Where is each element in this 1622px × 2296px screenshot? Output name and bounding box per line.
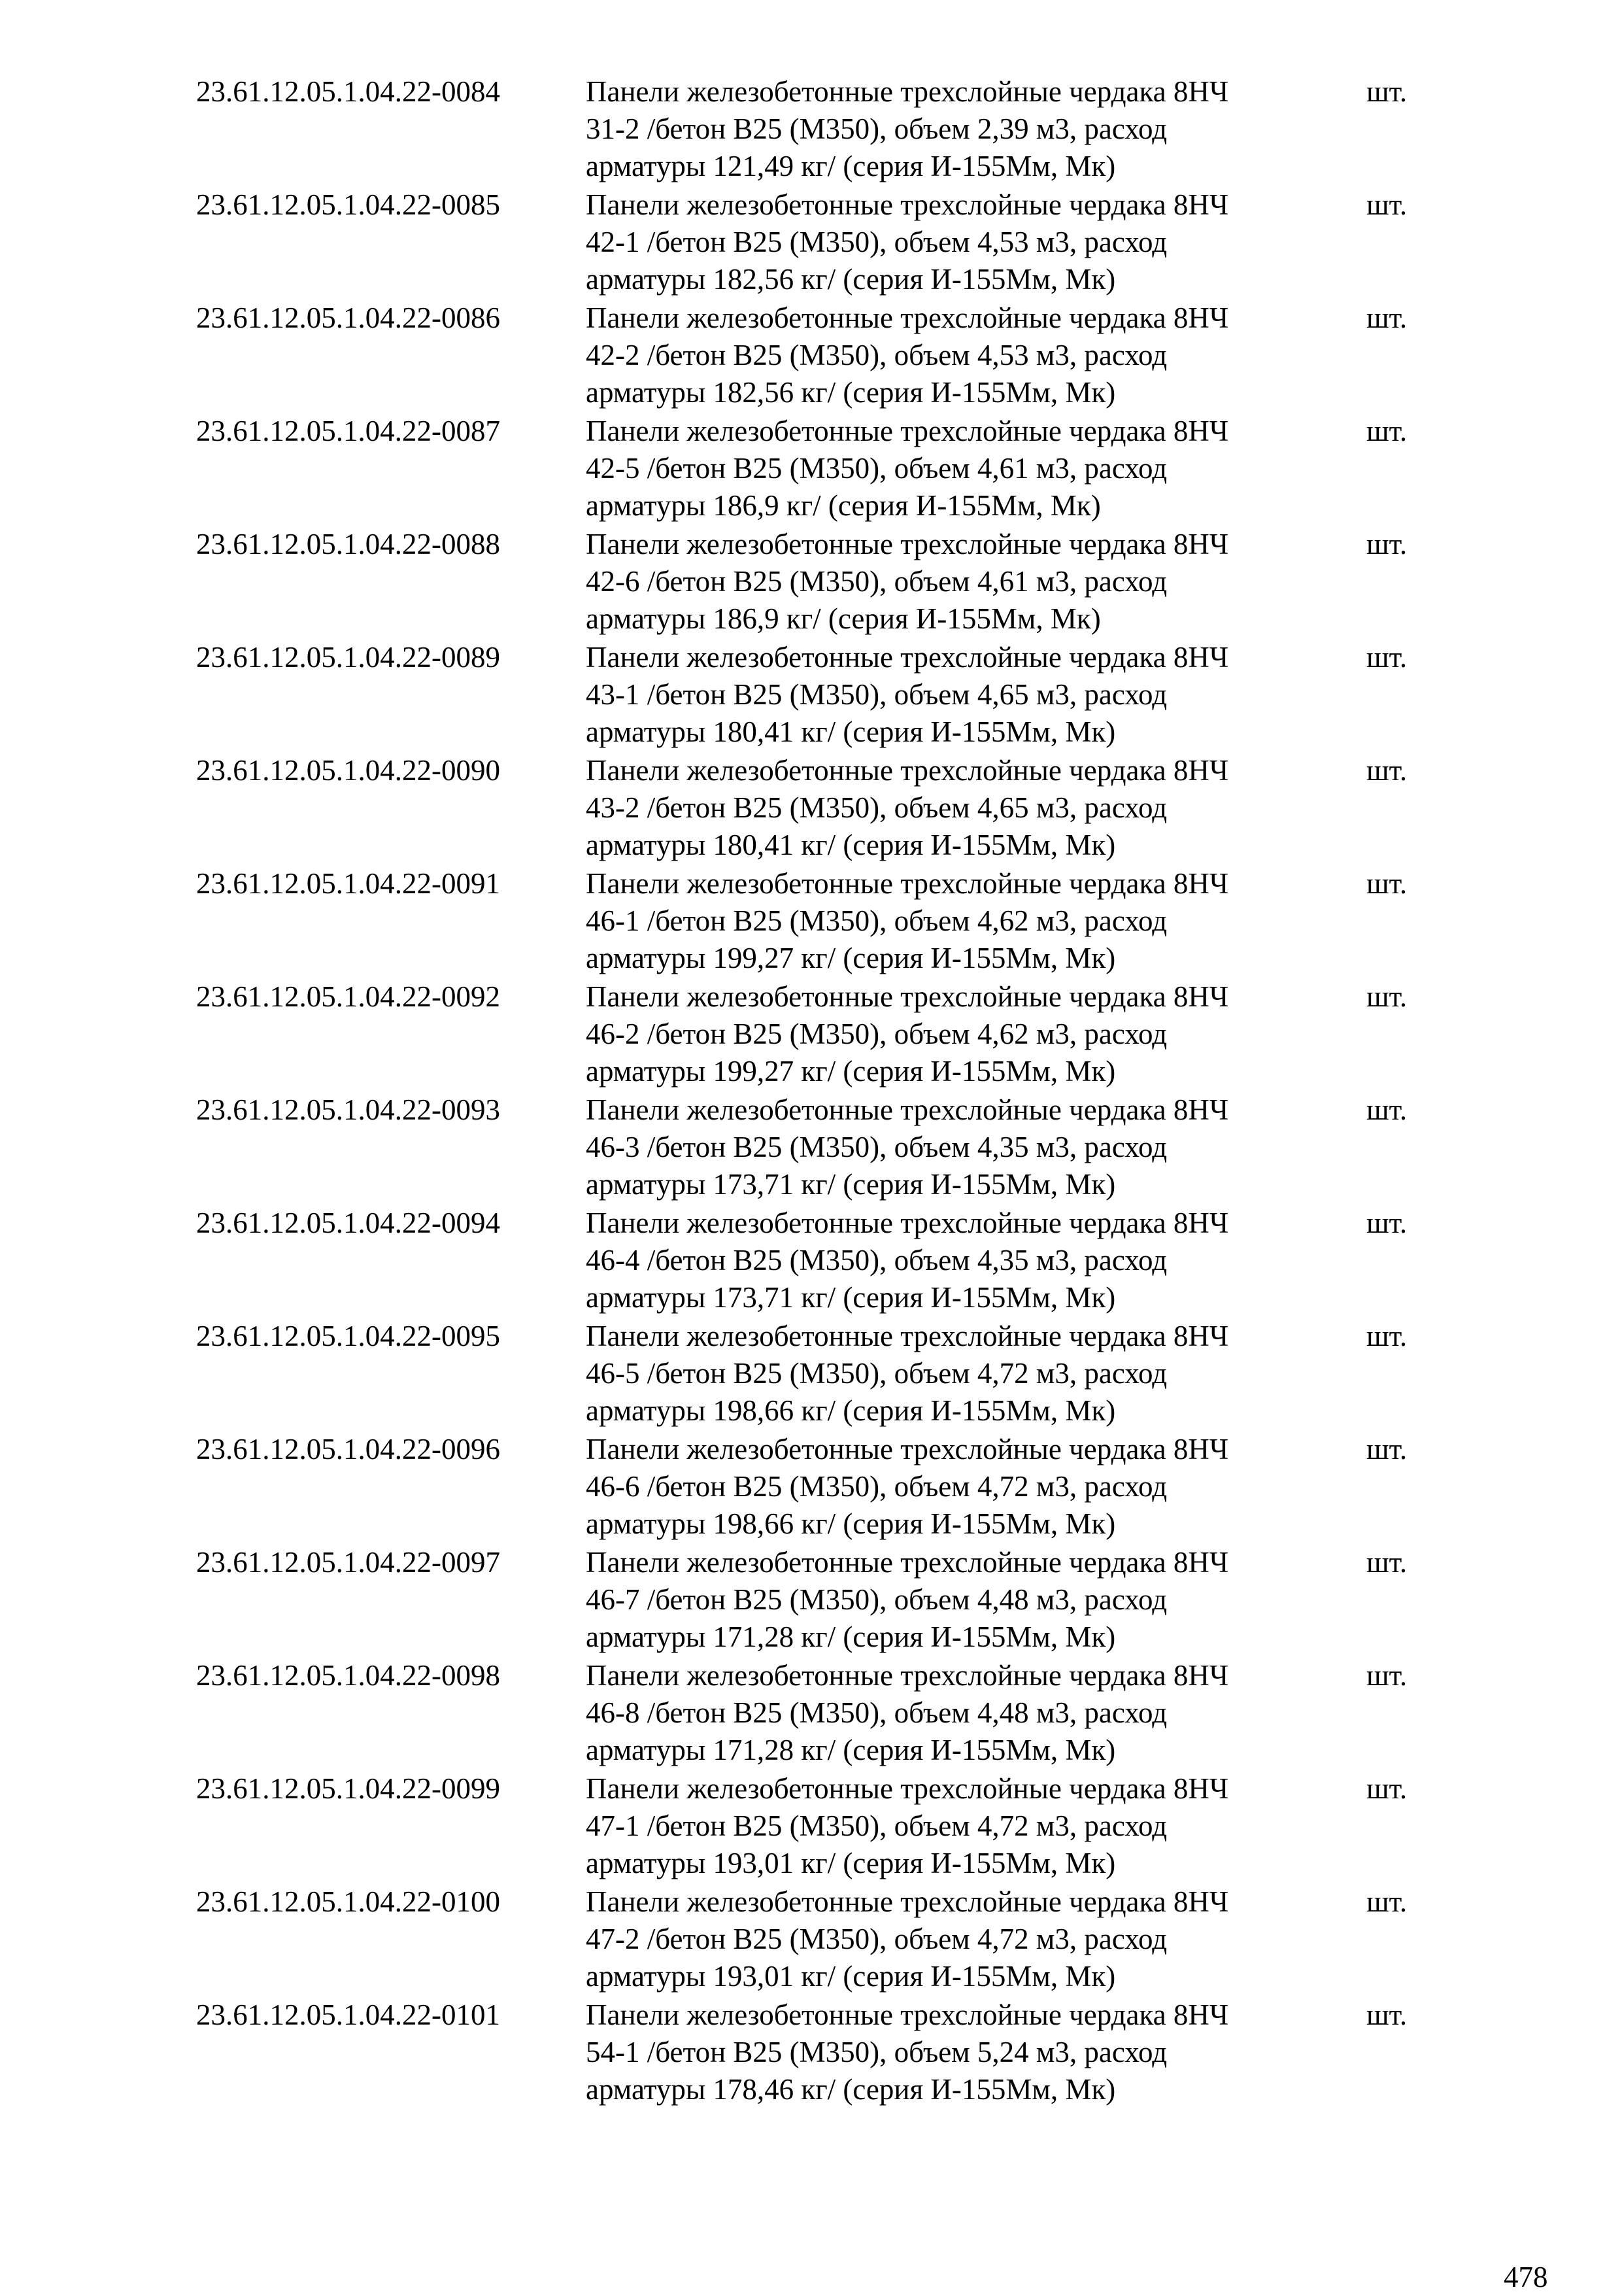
description-line: арматуры 193,01 кг/ (серия И-155Мм, Мк) (586, 1847, 1116, 1879)
description-line: арматуры 182,56 кг/ (серия И-155Мм, Мк) (586, 376, 1116, 409)
list-item (196, 865, 1438, 978)
item-unit: шт. (1366, 301, 1408, 334)
description-line: Панели железобетонные трехслойные чердака 8НЧ (586, 1320, 1229, 1352)
list-item (196, 1091, 1438, 1205)
item-unit: шт. (1366, 867, 1408, 900)
item-unit: шт. (1366, 1659, 1408, 1692)
list-item (196, 1431, 1438, 1544)
description-line: Панели железобетонные трехслойные чердака 8НЧ (586, 1433, 1229, 1465)
list-item (196, 526, 1438, 639)
list-item (196, 1883, 1438, 1996)
description-line: 46-4 /бетон В25 (М350), объем 4,35 м3, расход (586, 1244, 1168, 1277)
item-code: 23.61.12.05.1.04.22-0101 (196, 1998, 500, 2031)
item-description (586, 1657, 1305, 1769)
list-item (196, 186, 1438, 300)
description-line: арматуры 173,71 кг/ (серия И-155Мм, Мк) (586, 1168, 1116, 1201)
description-line: арматуры 199,27 кг/ (серия И-155Мм, Мк) (586, 1055, 1116, 1088)
list-item (196, 1657, 1438, 1770)
list-item (196, 1544, 1438, 1657)
description-line: Панели железобетонные трехслойные чердака 8НЧ (586, 1772, 1229, 1805)
description-line: арматуры 198,66 кг/ (серия И-155Мм, Мк) (586, 1507, 1116, 1540)
item-code: 23.61.12.05.1.04.22-0084 (196, 75, 500, 108)
description-line: Панели железобетонные трехслойные чердака 8НЧ (586, 75, 1229, 108)
item-description (586, 1770, 1305, 1882)
description-line: арматуры 121,49 кг/ (серия И-155Мм, Мк) (586, 150, 1116, 182)
description-line: 46-5 /бетон В25 (М350), объем 4,72 м3, расход (586, 1357, 1168, 1390)
item-description (586, 752, 1305, 864)
description-line: арматуры 180,41 кг/ (серия И-155Мм, Мк) (586, 715, 1116, 748)
item-unit: шт. (1366, 528, 1408, 560)
item-description (586, 978, 1305, 1090)
description-line: арматуры 173,71 кг/ (серия И-155Мм, Мк) (586, 1281, 1116, 1314)
description-line: Панели железобетонные трехслойные чердака 8НЧ (586, 301, 1229, 334)
item-unit: шт. (1366, 1998, 1408, 2031)
item-code: 23.61.12.05.1.04.22-0100 (196, 1885, 500, 1918)
description-line: 46-1 /бетон В25 (М350), объем 4,62 м3, расход (586, 904, 1168, 937)
description-line: арматуры 178,46 кг/ (серия И-155Мм, Мк) (586, 2073, 1116, 2106)
item-description (586, 865, 1305, 977)
list-item (196, 1770, 1438, 1883)
item-unit: шт. (1366, 1546, 1408, 1579)
list-item (196, 413, 1438, 526)
item-code: 23.61.12.05.1.04.22-0086 (196, 301, 500, 334)
page-number: 478 (1504, 2261, 1548, 2293)
list-item (196, 73, 1438, 186)
item-unit: шт. (1366, 1207, 1408, 1239)
description-line: Панели железобетонные трехслойные чердака 8НЧ (586, 188, 1229, 221)
item-description (586, 300, 1305, 411)
item-unit: шт. (1366, 1093, 1408, 1126)
list-item (196, 1205, 1438, 1318)
item-unit: шт. (1366, 1885, 1408, 1918)
description-line: Панели железобетонные трехслойные чердака 8НЧ (586, 1885, 1229, 1918)
item-code: 23.61.12.05.1.04.22-0085 (196, 188, 500, 221)
item-code: 23.61.12.05.1.04.22-0090 (196, 754, 500, 787)
item-code: 23.61.12.05.1.04.22-0088 (196, 528, 500, 560)
item-description (586, 1431, 1305, 1543)
item-description (586, 186, 1305, 298)
item-description (586, 1205, 1305, 1316)
description-line: 46-2 /бетон В25 (М350), объем 4,62 м3, расход (586, 1018, 1168, 1050)
list-item (196, 1996, 1438, 2110)
item-code: 23.61.12.05.1.04.22-0099 (196, 1772, 500, 1805)
item-unit: шт. (1366, 415, 1408, 447)
description-line: 42-1 /бетон В25 (М350), объем 4,53 м3, расход (586, 226, 1168, 258)
description-line: арматуры 180,41 кг/ (серия И-155Мм, Мк) (586, 829, 1116, 861)
item-description (586, 526, 1305, 638)
item-description (586, 413, 1305, 524)
description-line: Панели железобетонные трехслойные чердака 8НЧ (586, 980, 1229, 1013)
description-line: Панели железобетонные трехслойные чердака 8НЧ (586, 415, 1229, 447)
list-item (196, 978, 1438, 1091)
item-description (586, 1544, 1305, 1656)
description-line: 46-7 /бетон В25 (М350), объем 4,48 м3, расход (586, 1583, 1168, 1616)
item-code: 23.61.12.05.1.04.22-0094 (196, 1207, 500, 1239)
description-line: Панели железобетонные трехслойные чердака 8НЧ (586, 1546, 1229, 1579)
description-line: 46-8 /бетон В25 (М350), объем 4,48 м3, расход (586, 1696, 1168, 1729)
list-item (196, 639, 1438, 752)
description-line: 46-6 /бетон В25 (М350), объем 4,72 м3, расход (586, 1470, 1168, 1503)
description-line: арматуры 171,28 кг/ (серия И-155Мм, Мк) (586, 1734, 1116, 1766)
description-line: арматуры 198,66 кг/ (серия И-155Мм, Мк) (586, 1394, 1116, 1427)
item-code: 23.61.12.05.1.04.22-0087 (196, 415, 500, 447)
description-line: арматуры 171,28 кг/ (серия И-155Мм, Мк) (586, 1620, 1116, 1653)
list-item (196, 1318, 1438, 1431)
description-line: Панели железобетонные трехслойные чердака 8НЧ (586, 754, 1229, 787)
item-code: 23.61.12.05.1.04.22-0089 (196, 641, 500, 674)
description-line: Панели железобетонные трехслойные чердака 8НЧ (586, 1659, 1229, 1692)
description-line: 43-1 /бетон В25 (М350), объем 4,65 м3, расход (586, 678, 1168, 711)
description-line: Панели железобетонные трехслойные чердака 8НЧ (586, 528, 1229, 560)
item-description (586, 639, 1305, 751)
description-line: 42-6 /бетон В25 (М350), объем 4,61 м3, расход (586, 565, 1168, 598)
item-code: 23.61.12.05.1.04.22-0096 (196, 1433, 500, 1465)
item-unit: шт. (1366, 188, 1408, 221)
list-item (196, 300, 1438, 413)
item-description (586, 1318, 1305, 1430)
item-description (586, 73, 1305, 185)
item-unit: шт. (1366, 75, 1408, 108)
price-list-entries (196, 73, 1438, 2110)
description-line: 42-2 /бетон В25 (М350), объем 4,53 м3, расход (586, 339, 1168, 371)
description-line: 47-1 /бетон В25 (М350), объем 4,72 м3, расход (586, 1809, 1168, 1842)
description-line: Панели железобетонные трехслойные чердака 8НЧ (586, 1093, 1229, 1126)
description-line: 46-3 /бетон В25 (М350), объем 4,35 м3, расход (586, 1131, 1168, 1163)
description-line: арматуры 182,56 кг/ (серия И-155Мм, Мк) (586, 263, 1116, 296)
item-unit: шт. (1366, 754, 1408, 787)
item-code: 23.61.12.05.1.04.22-0092 (196, 980, 500, 1013)
description-line: Панели железобетонные трехслойные чердака 8НЧ (586, 1998, 1229, 2031)
description-line: 43-2 /бетон В25 (М350), объем 4,65 м3, расход (586, 791, 1168, 824)
item-description (586, 1091, 1305, 1203)
item-code: 23.61.12.05.1.04.22-0098 (196, 1659, 500, 1692)
item-code: 23.61.12.05.1.04.22-0097 (196, 1546, 500, 1579)
item-code: 23.61.12.05.1.04.22-0091 (196, 867, 500, 900)
description-line: арматуры 186,9 кг/ (серия И-155Мм, Мк) (586, 489, 1101, 522)
item-description (586, 1996, 1305, 2108)
description-line: арматуры 186,9 кг/ (серия И-155Мм, Мк) (586, 602, 1101, 635)
description-line: 31-2 /бетон В25 (М350), объем 2,39 м3, расход (586, 112, 1168, 145)
description-line: Панели железобетонные трехслойные чердака 8НЧ (586, 641, 1229, 674)
description-line: 47-2 /бетон В25 (М350), объем 4,72 м3, расход (586, 1923, 1168, 1955)
description-line: 42-5 /бетон В25 (М350), объем 4,61 м3, расход (586, 452, 1168, 485)
description-line: арматуры 199,27 кг/ (серия И-155Мм, Мк) (586, 942, 1116, 974)
item-code: 23.61.12.05.1.04.22-0093 (196, 1093, 500, 1126)
item-unit: шт. (1366, 1433, 1408, 1465)
description-line: 54-1 /бетон В25 (М350), объем 5,24 м3, расход (586, 2036, 1168, 2068)
item-unit: шт. (1366, 641, 1408, 674)
description-line: Панели железобетонные трехслойные чердака 8НЧ (586, 867, 1229, 900)
item-unit: шт. (1366, 980, 1408, 1013)
item-unit: шт. (1366, 1320, 1408, 1352)
item-code: 23.61.12.05.1.04.22-0095 (196, 1320, 500, 1352)
description-line: арматуры 193,01 кг/ (серия И-155Мм, Мк) (586, 1960, 1116, 1993)
item-description (586, 1883, 1305, 1995)
item-unit: шт. (1366, 1772, 1408, 1805)
list-item (196, 752, 1438, 865)
description-line: Панели железобетонные трехслойные чердака 8НЧ (586, 1207, 1229, 1239)
